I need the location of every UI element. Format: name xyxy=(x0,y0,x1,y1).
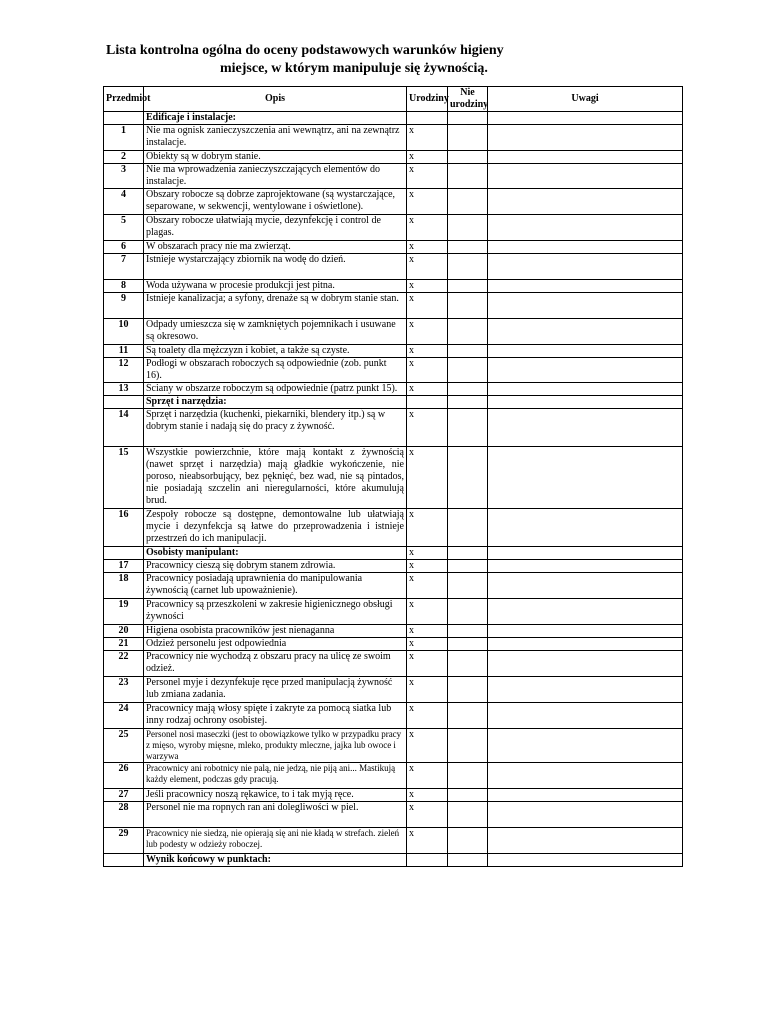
result-not-ok-cell[interactable] xyxy=(448,854,488,867)
section-row xyxy=(104,112,683,125)
result-notes-cell[interactable] xyxy=(488,854,683,867)
section-notes-cell xyxy=(488,396,683,409)
section-number-cell xyxy=(104,112,144,125)
result-row xyxy=(104,854,683,867)
item-notes-cell[interactable] xyxy=(488,763,683,789)
checklist-row xyxy=(104,828,683,854)
item-ok-mark[interactable]: x xyxy=(407,638,448,651)
item-description: Istnieje wystarczający zbiornik na wodę do dzień. xyxy=(144,254,407,280)
item-notes-cell[interactable] xyxy=(488,345,683,358)
item-ok-mark[interactable]: x xyxy=(407,241,448,254)
item-number: 12 xyxy=(104,358,144,383)
item-ok-mark[interactable]: x xyxy=(407,280,448,293)
section-not-ok-cell xyxy=(448,547,488,560)
item-notes-cell[interactable] xyxy=(488,599,683,625)
item-description: Higiena osobista pracowników jest nienaganna xyxy=(144,625,407,638)
item-description: Obszary robocze ułatwiają mycie, dezynfekcję i control de plagas. xyxy=(144,215,407,241)
section-row xyxy=(104,547,683,560)
item-description: Wszystkie powierzchnie, które mają kontakt z żywnością (nawet sprzęt i narzędzia) mają gładkie wykończenie, nie poroso, nieabsorbujący, bez pęknięć, bez wad, nie są pintados, nie posiadają szczelin ani nieregularności, które akumulują brud. xyxy=(144,447,407,509)
checklist-row xyxy=(104,560,683,573)
item-notes-cell[interactable] xyxy=(488,638,683,651)
item-not-ok-cell[interactable] xyxy=(448,560,488,573)
item-ok-mark[interactable]: x xyxy=(407,358,448,383)
checklist-row xyxy=(104,763,683,789)
section-title: Edificaje i instalacje: xyxy=(144,112,407,125)
item-not-ok-cell[interactable] xyxy=(448,828,488,854)
item-number: 24 xyxy=(104,703,144,729)
item-number: 3 xyxy=(104,164,144,189)
item-number: 10 xyxy=(104,319,144,345)
item-not-ok-cell[interactable] xyxy=(448,409,488,447)
item-description: Zespoły robocze są dostępne, demontowalne lub ułatwiają mycie i dezynfekcja są łatwe do przeprowadzenia i istnieje przestrzeń do ich manipulacji. xyxy=(144,509,407,547)
item-description: Nie ma ognisk zanieczyszczenia ani wewnątrz, ani na zewnątrz instalacje. xyxy=(144,125,407,151)
checklist-row xyxy=(104,638,683,651)
section-ok-mark: x xyxy=(407,547,448,560)
item-not-ok-cell[interactable] xyxy=(448,599,488,625)
item-number: 17 xyxy=(104,560,144,573)
item-description: Są toalety dla mężczyzn i kobiet, a także są czyste. xyxy=(144,345,407,358)
header-ok: Urodziny xyxy=(407,87,448,112)
checklist-row xyxy=(104,447,683,509)
item-number: 13 xyxy=(104,383,144,396)
item-notes-cell[interactable] xyxy=(488,447,683,509)
item-number: 11 xyxy=(104,345,144,358)
header-not-ok: Nie urodziny xyxy=(448,87,488,112)
checklist-row xyxy=(104,358,683,383)
item-description: Pracownicy nie siedzą, nie opierają się ani nie kładą w strefach. zieleń lub podesty w odzieży roboczej. xyxy=(144,828,407,854)
checklist-row xyxy=(104,241,683,254)
section-ok-mark xyxy=(407,396,448,409)
result-number-cell xyxy=(104,854,144,867)
item-ok-mark[interactable]: x xyxy=(407,125,448,151)
item-description: Istnieje kanalizacja; a syfony, drenaże są w dobrym stanie stan. xyxy=(144,293,407,319)
item-notes-cell[interactable] xyxy=(488,573,683,599)
item-notes-cell[interactable] xyxy=(488,383,683,396)
item-not-ok-cell[interactable] xyxy=(448,703,488,729)
item-description: Pracownicy cieszą się dobrym stanem zdrowia. xyxy=(144,560,407,573)
item-description: Jeśli pracownicy noszą rękawice, to i tak myją ręce. xyxy=(144,789,407,802)
item-notes-cell[interactable] xyxy=(488,319,683,345)
checklist-row xyxy=(104,254,683,280)
item-ok-mark[interactable]: x xyxy=(407,625,448,638)
item-description: Nie ma wprowadzenia zanieczyszczających elementów do instalacje. xyxy=(144,164,407,189)
item-description: Pracownicy posiadają uprawnienia do manipulowania żywnością (carnet lub upoważnienie). xyxy=(144,573,407,599)
item-description: Woda używana w procesie produkcji jest pitna. xyxy=(144,280,407,293)
item-not-ok-cell[interactable] xyxy=(448,729,488,763)
item-number: 5 xyxy=(104,215,144,241)
section-row xyxy=(104,396,683,409)
item-not-ok-cell[interactable] xyxy=(448,254,488,280)
item-number: 23 xyxy=(104,677,144,703)
header-row xyxy=(104,87,683,112)
checklist-row xyxy=(104,409,683,447)
item-description: Ściany w obszarze roboczym są odpowiednie (patrz punkt 15). xyxy=(144,383,407,396)
item-not-ok-cell[interactable] xyxy=(448,293,488,319)
checklist-row xyxy=(104,802,683,828)
item-not-ok-cell[interactable] xyxy=(448,319,488,345)
item-notes-cell[interactable] xyxy=(488,241,683,254)
item-ok-mark[interactable]: x xyxy=(407,189,448,215)
item-notes-cell[interactable] xyxy=(488,703,683,729)
item-number: 2 xyxy=(104,151,144,164)
item-ok-mark[interactable]: x xyxy=(407,509,448,547)
item-not-ok-cell[interactable] xyxy=(448,164,488,189)
item-description: Pracownicy są przeszkoleni w zakresie higienicznego obsługi żywności xyxy=(144,599,407,625)
item-not-ok-cell[interactable] xyxy=(448,241,488,254)
checklist-row xyxy=(104,125,683,151)
header-no: Przedmiot xyxy=(104,87,144,112)
item-number: 1 xyxy=(104,125,144,151)
item-description: Pracownicy mają włosy spięte i zakryte za pomocą siatka lub inny rodzaj ochrony osobistej. xyxy=(144,703,407,729)
title-line-2: miejsce, w którym manipuluje się żywnością. xyxy=(220,61,488,76)
checklist-row xyxy=(104,573,683,599)
item-ok-mark[interactable]: x xyxy=(407,151,448,164)
section-number-cell xyxy=(104,547,144,560)
item-description: Pracownicy nie wychodzą z obszaru pracy na ulicę ze swoim odzież. xyxy=(144,651,407,677)
item-notes-cell[interactable] xyxy=(488,729,683,763)
item-notes-cell[interactable] xyxy=(488,560,683,573)
item-ok-mark[interactable]: x xyxy=(407,802,448,828)
item-notes-cell[interactable] xyxy=(488,509,683,547)
checklist-row xyxy=(104,293,683,319)
item-not-ok-cell[interactable] xyxy=(448,280,488,293)
item-ok-mark[interactable]: x xyxy=(407,651,448,677)
item-number: 28 xyxy=(104,802,144,828)
section-ok-mark xyxy=(407,112,448,125)
checklist-row xyxy=(104,164,683,189)
item-description: Obszary robocze są dobrze zaprojektowane (są wystarczające, separowane, w sekwencji, wentylowane i oświetlone). xyxy=(144,189,407,215)
checklist-row xyxy=(104,319,683,345)
item-not-ok-cell[interactable] xyxy=(448,345,488,358)
item-ok-mark[interactable]: x xyxy=(407,677,448,703)
checklist-row xyxy=(104,383,683,396)
item-ok-mark[interactable]: x xyxy=(407,345,448,358)
item-ok-mark[interactable]: x xyxy=(407,573,448,599)
item-notes-cell[interactable] xyxy=(488,409,683,447)
item-ok-mark[interactable]: x xyxy=(407,215,448,241)
item-not-ok-cell[interactable] xyxy=(448,763,488,789)
item-not-ok-cell[interactable] xyxy=(448,651,488,677)
item-ok-mark[interactable]: x xyxy=(407,560,448,573)
item-description: Personel nie ma ropnych ran ani dolegliwości w piel. xyxy=(144,802,407,828)
item-number: 16 xyxy=(104,509,144,547)
item-description: Podłogi w obszarach roboczych są odpowiednie (zob. punkt 16). xyxy=(144,358,407,383)
item-description: Personel nosi maseczki (jest to obowiązkowe tylko w przypadku pracy z mięso, wyroby mięsne, mleko, produkty mleczne, jajka lub owoce i warzywa xyxy=(144,729,407,763)
item-not-ok-cell[interactable] xyxy=(448,358,488,383)
item-number: 29 xyxy=(104,828,144,854)
item-ok-mark[interactable]: x xyxy=(407,319,448,345)
header-desc: Opis xyxy=(144,87,407,112)
item-not-ok-cell[interactable] xyxy=(448,638,488,651)
item-number: 27 xyxy=(104,789,144,802)
item-notes-cell[interactable] xyxy=(488,125,683,151)
checklist-row xyxy=(104,215,683,241)
checklist-row xyxy=(104,703,683,729)
item-number: 8 xyxy=(104,280,144,293)
header-notes: Uwagi xyxy=(488,87,683,112)
checklist-row xyxy=(104,625,683,638)
item-not-ok-cell[interactable] xyxy=(448,677,488,703)
checklist-row xyxy=(104,345,683,358)
item-description: Odpady umieszcza się w zamkniętych pojemnikach i usuwane są okresowo. xyxy=(144,319,407,345)
item-not-ok-cell[interactable] xyxy=(448,125,488,151)
item-ok-mark[interactable]: x xyxy=(407,383,448,396)
section-notes-cell xyxy=(488,112,683,125)
item-ok-mark[interactable]: x xyxy=(407,789,448,802)
item-notes-cell[interactable] xyxy=(488,677,683,703)
item-number: 15 xyxy=(104,447,144,509)
item-number: 4 xyxy=(104,189,144,215)
item-notes-cell[interactable] xyxy=(488,254,683,280)
checklist-row xyxy=(104,151,683,164)
item-description: Sprzęt i narzędzia (kuchenki, piekarniki, blendery itp.) są w dobrym stanie i nadają się do pracy z żywność. xyxy=(144,409,407,447)
item-not-ok-cell[interactable] xyxy=(448,509,488,547)
item-notes-cell[interactable] xyxy=(488,625,683,638)
item-number: 26 xyxy=(104,763,144,789)
checklist-body xyxy=(104,112,683,867)
result-label: Wynik końcowy w punktach: xyxy=(144,854,407,867)
item-ok-mark[interactable]: x xyxy=(407,293,448,319)
item-number: 21 xyxy=(104,638,144,651)
checklist-row xyxy=(104,189,683,215)
section-not-ok-cell xyxy=(448,396,488,409)
section-number-cell xyxy=(104,396,144,409)
item-not-ok-cell[interactable] xyxy=(448,802,488,828)
checklist-row xyxy=(104,599,683,625)
section-title: Sprzęt i narzędzia: xyxy=(144,396,407,409)
item-description: W obszarach pracy nie ma zwierząt. xyxy=(144,241,407,254)
title-line-1: Lista kontrolna ogólna do oceny podstawowych warunków higieny xyxy=(106,43,504,58)
item-ok-mark[interactable]: x xyxy=(407,409,448,447)
item-not-ok-cell[interactable] xyxy=(448,151,488,164)
item-notes-cell[interactable] xyxy=(488,215,683,241)
item-notes-cell[interactable] xyxy=(488,828,683,854)
checklist-row xyxy=(104,677,683,703)
item-ok-mark[interactable]: x xyxy=(407,254,448,280)
item-notes-cell[interactable] xyxy=(488,358,683,383)
item-not-ok-cell[interactable] xyxy=(448,189,488,215)
checklist-row xyxy=(104,729,683,763)
item-notes-cell[interactable] xyxy=(488,789,683,802)
item-not-ok-cell[interactable] xyxy=(448,625,488,638)
section-not-ok-cell xyxy=(448,112,488,125)
result-ok-cell[interactable] xyxy=(407,854,448,867)
item-number: 22 xyxy=(104,651,144,677)
item-not-ok-cell[interactable] xyxy=(448,789,488,802)
item-ok-mark[interactable]: x xyxy=(407,447,448,509)
checklist-table xyxy=(103,86,683,867)
item-ok-mark[interactable]: x xyxy=(407,729,448,763)
item-number: 19 xyxy=(104,599,144,625)
item-ok-mark[interactable]: x xyxy=(407,164,448,189)
item-notes-cell[interactable] xyxy=(488,293,683,319)
item-number: 25 xyxy=(104,729,144,763)
item-ok-mark[interactable]: x xyxy=(407,599,448,625)
item-number: 18 xyxy=(104,573,144,599)
checklist-row xyxy=(104,789,683,802)
item-not-ok-cell[interactable] xyxy=(448,215,488,241)
item-not-ok-cell[interactable] xyxy=(448,447,488,509)
item-description: Personel myje i dezynfekuje ręce przed manipulacją żywność lub zmiana zadania. xyxy=(144,677,407,703)
item-number: 6 xyxy=(104,241,144,254)
item-ok-mark[interactable]: x xyxy=(407,763,448,789)
item-number: 7 xyxy=(104,254,144,280)
item-notes-cell[interactable] xyxy=(488,802,683,828)
checklist-row xyxy=(104,280,683,293)
item-description: Pracownicy ani robotnicy nie palą, nie jedzą, nie piją ani... Mastikują każdy element, podczas gdy pracują. xyxy=(144,763,407,789)
item-number: 14 xyxy=(104,409,144,447)
item-not-ok-cell[interactable] xyxy=(448,573,488,599)
item-notes-cell[interactable] xyxy=(488,651,683,677)
item-notes-cell[interactable] xyxy=(488,189,683,215)
item-number: 9 xyxy=(104,293,144,319)
section-title: Osobisty manipulant: xyxy=(144,547,407,560)
checklist-row xyxy=(104,509,683,547)
checklist-row xyxy=(104,651,683,677)
item-not-ok-cell[interactable] xyxy=(448,383,488,396)
item-description: Odzież personelu jest odpowiednia xyxy=(144,638,407,651)
item-notes-cell[interactable] xyxy=(488,164,683,189)
item-number: 20 xyxy=(104,625,144,638)
item-notes-cell[interactable] xyxy=(488,151,683,164)
item-ok-mark[interactable]: x xyxy=(407,828,448,854)
item-notes-cell[interactable] xyxy=(488,280,683,293)
item-description: Obiekty są w dobrym stanie. xyxy=(144,151,407,164)
section-notes-cell xyxy=(488,547,683,560)
item-ok-mark[interactable]: x xyxy=(407,703,448,729)
